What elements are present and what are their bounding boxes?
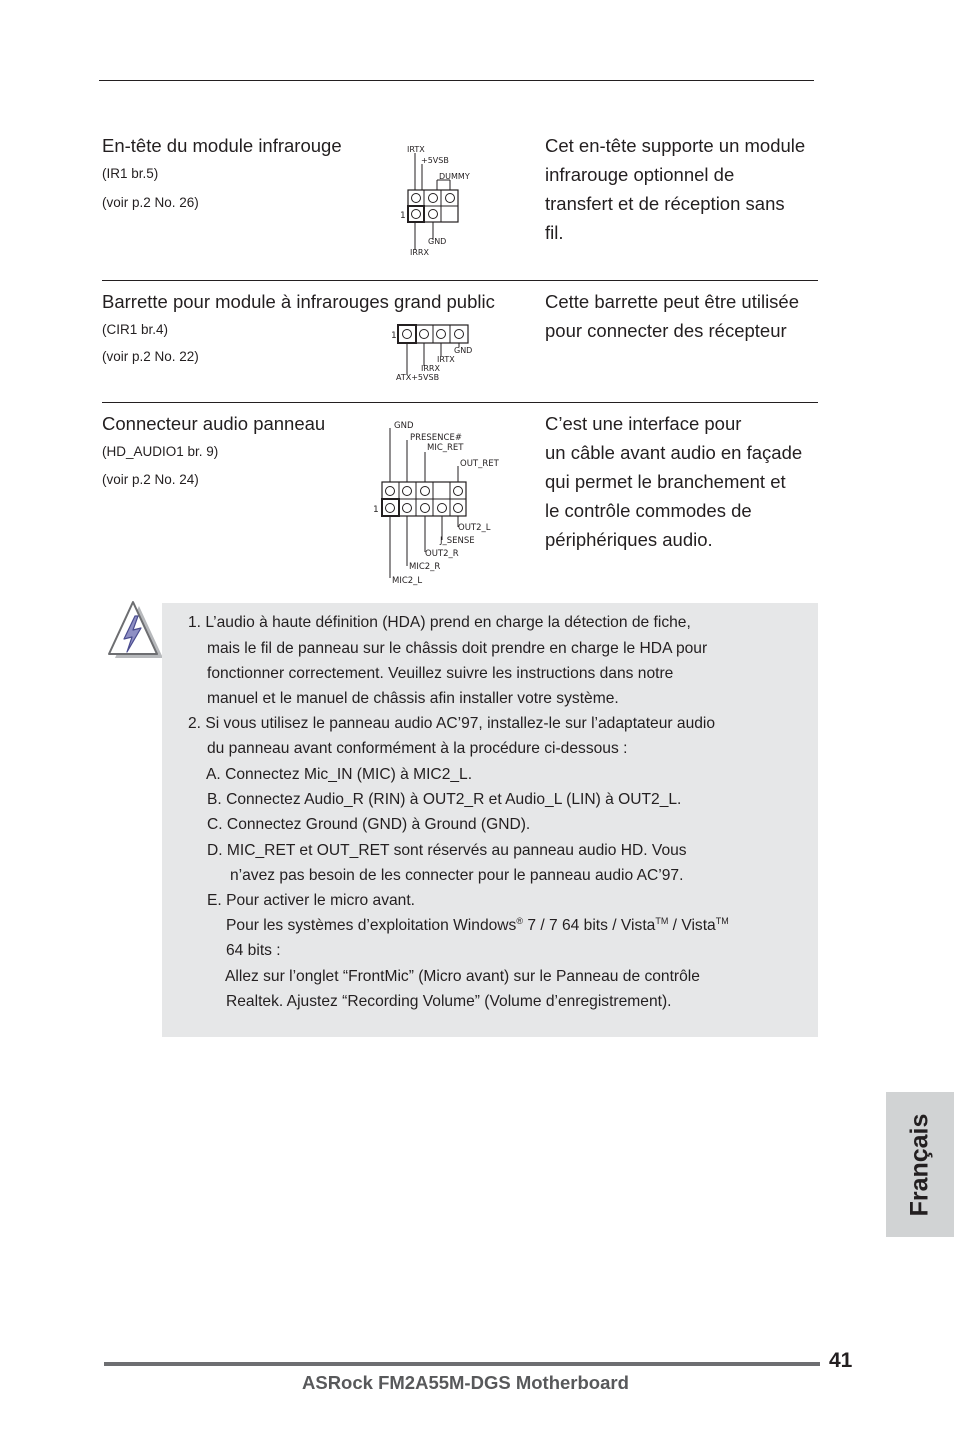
top-rule <box>99 80 814 81</box>
note-line: 2. Si vous utilisez le panneau audio AC’97, installez-le sur l’adaptateur audio <box>188 715 716 732</box>
cir-header-description: Cette barrette peut être utilisée pour connecter des récepteur <box>545 291 800 341</box>
note-windows-line: Pour les systèmes d’exploitation Windows® 7 / 7 64 bits / Vista™ / Vista™ <box>226 916 729 934</box>
note-line: C. Connectez Ground (GND) à Ground (GND). <box>207 816 531 833</box>
note-line: Realtek. Ajustez “Recording Volume” (Volume d’enregistrement). <box>226 993 672 1010</box>
note-line: 64 bits : <box>226 942 281 959</box>
footer-rule <box>104 1362 820 1366</box>
ir-header-diagram <box>395 140 495 265</box>
audio-header-see: (voir p.2 No. 24) <box>102 472 199 487</box>
ir-header-title: En-tête du module infrarouge <box>102 135 342 156</box>
note-line: fonctionner correctement. Veuillez suivre les instructions dans notre <box>207 665 674 682</box>
svg-text:1: 1 <box>391 331 397 341</box>
svg-text:IRTX: IRTX <box>407 145 425 154</box>
svg-text:J_SENSE: J_SENSE <box>440 536 475 546</box>
audio-header-diagram <box>370 416 510 590</box>
svg-text:PRESENCE#: PRESENCE# <box>410 433 462 443</box>
cir-header-see: (voir p.2 No. 22) <box>102 349 199 364</box>
svg-text:MIC2_L: MIC2_L <box>392 576 423 586</box>
language-label: Français <box>905 1113 934 1216</box>
audio-header-description: C’est une interface pour un câble avant audio en façade qui permet le branchement et le contrôle commodes de périphériques audio. <box>545 413 803 550</box>
svg-text:IRRX: IRRX <box>410 248 429 257</box>
svg-text:GND: GND <box>428 237 447 246</box>
svg-text:MIC2_R: MIC2_R <box>409 562 441 572</box>
note-line: manuel et le manuel de châssis afin installer votre système. <box>207 690 619 707</box>
svg-text:IRRX: IRRX <box>421 364 440 373</box>
note-line: mais le fil de panneau sur le châssis doit prendre en charge le HDA pour <box>207 640 708 657</box>
footer-title: ASRock FM2A55M-DGS Motherboard <box>302 1372 629 1393</box>
note-line: Allez sur l’onglet “FrontMic” (Micro avant) sur le Panneau de contrôle <box>225 968 700 985</box>
section-divider <box>102 402 818 403</box>
note-line: du panneau avant conformément à la procédure ci-dessous : <box>207 740 628 757</box>
svg-text:MIC_RET: MIC_RET <box>427 443 464 453</box>
ir-header-ref: (IR1 br.5) <box>102 166 159 181</box>
cir-header-diagram <box>388 320 483 385</box>
ir-header-description: Cet en-tête supporte un module infrarouge optionnel de transfert et de réception sans fil. <box>545 135 806 243</box>
section-divider <box>102 280 818 281</box>
svg-text:OUT_RET: OUT_RET <box>460 459 499 469</box>
cir-header-ref: (CIR1 br.4) <box>102 322 169 337</box>
audio-header-ref: (HD_AUDIO1 br. 9) <box>102 444 219 459</box>
svg-text:ATX+5VSB: ATX+5VSB <box>396 373 440 382</box>
audio-header-title: Connecteur audio panneau <box>102 413 326 434</box>
note-line: D. MIC_RET et OUT_RET sont réservés au panneau audio HD. Vous <box>207 842 687 859</box>
svg-text:+5VSB: +5VSB <box>421 156 449 165</box>
note-line: n’avez pas besoin de les connecter pour le panneau audio AC’97. <box>230 867 684 884</box>
svg-text:GND: GND <box>394 421 414 431</box>
page-number: 41 <box>829 1349 853 1372</box>
ir-header-see: (voir p.2 No. 26) <box>102 195 199 210</box>
note-line: A. Connectez Mic_IN (MIC) à MIC2_L. <box>206 766 473 783</box>
note-line: 1. L’audio à haute définition (HDA) prend en charge la détection de fiche, <box>188 614 691 631</box>
warning-lightning-icon <box>100 600 166 662</box>
svg-text:OUT2_L: OUT2_L <box>458 523 491 533</box>
cir-header-title: Barrette pour module à infrarouges grand public <box>102 291 495 312</box>
svg-text:GND: GND <box>454 346 473 355</box>
note-line: B. Connectez Audio_R (RIN) à OUT2_R et Audio_L (LIN) à OUT2_L. <box>207 791 682 808</box>
svg-text:OUT2_R: OUT2_R <box>425 549 459 559</box>
svg-text:1: 1 <box>373 505 379 515</box>
svg-text:1: 1 <box>400 211 406 221</box>
note-line: E. Pour activer le micro avant. <box>207 892 415 909</box>
svg-text:IRTX: IRTX <box>437 355 455 364</box>
language-side-tab <box>886 1092 954 1237</box>
svg-text:DUMMY: DUMMY <box>439 172 470 181</box>
